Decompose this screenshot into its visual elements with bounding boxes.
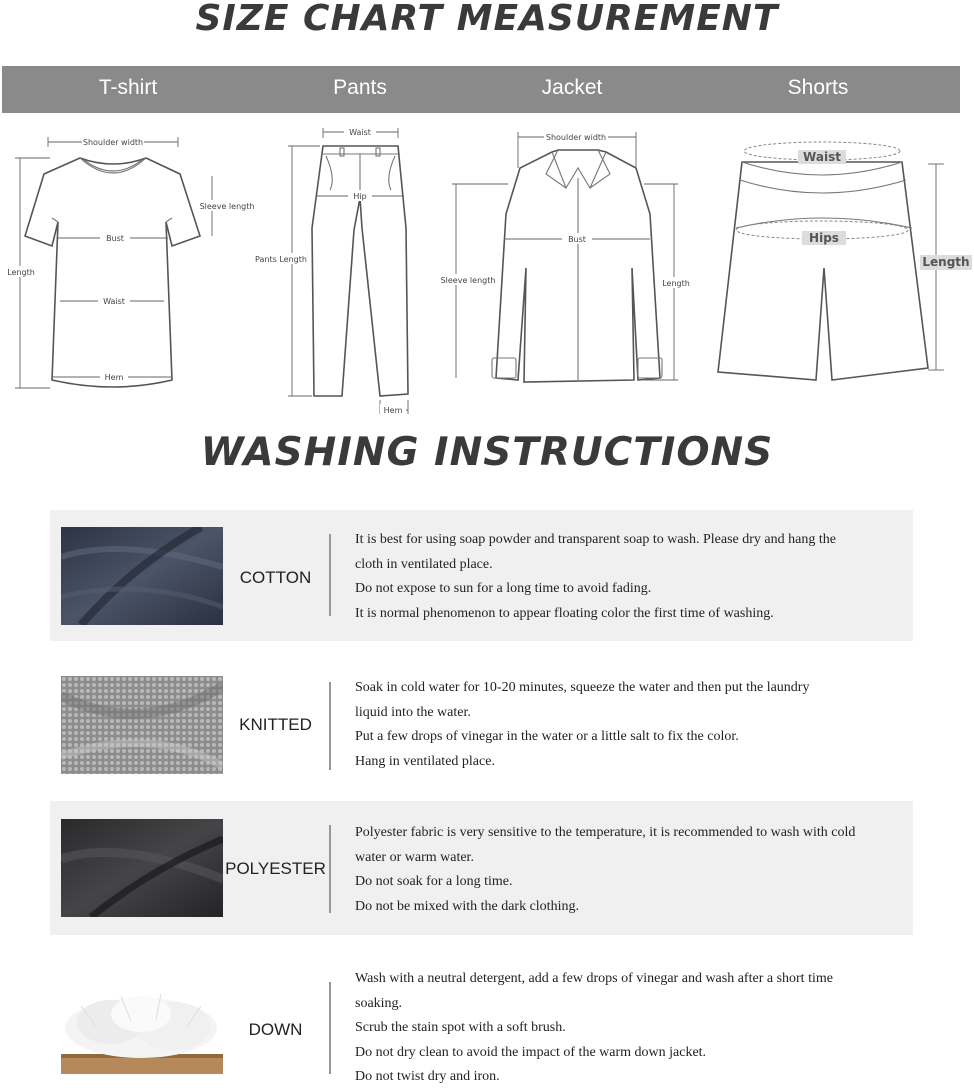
size-chart-title: SIZE CHART MEASUREMENT: [195, 0, 779, 39]
tshirt-sleeve-label: Sleeve length: [199, 202, 255, 211]
tshirt-diagram: [0, 118, 260, 408]
pants-diagram: [250, 118, 430, 418]
fabric-name-polyester: POLYESTER: [225, 859, 326, 878]
pants-length-label: Pants Length: [255, 255, 307, 264]
fabric-name-cotton: COTTON: [239, 568, 312, 587]
instruction-line: Do not dry clean to avoid the impact of the warm down jacket.: [355, 1044, 707, 1060]
row-divider: [329, 982, 331, 1074]
instruction-line: Put a few drops of vinegar in the water or a little salt to fix the color.: [355, 729, 739, 744]
category-header-bar: [2, 66, 960, 113]
wash-row-polyester: [50, 801, 913, 935]
down-instructions: [355, 967, 910, 1090]
polyester-swatch: [61, 819, 223, 917]
jacket-bust-label: Bust: [568, 235, 586, 244]
knitted-swatch: [61, 676, 223, 774]
wash-row-cotton: [50, 510, 913, 641]
jacket-length-label: Length: [662, 279, 690, 288]
instruction-line: water or warm water.: [355, 849, 474, 865]
down-swatch: [61, 976, 223, 1074]
polyester-instructions: [355, 821, 910, 919]
instruction-line: It is normal phenomenon to appear floating color the first time of washing.: [355, 605, 774, 621]
instruction-line: Do not twist dry and iron.: [355, 1069, 500, 1084]
instruction-line: Do not be mixed with the dark clothing.: [355, 898, 579, 914]
row-divider: [329, 825, 331, 913]
category-jacket: Jacket: [541, 76, 603, 99]
knitted-instructions: [355, 676, 910, 774]
wash-row-knitted: [50, 660, 913, 786]
shorts-length-label: Length: [922, 255, 970, 269]
tshirt-length-label: Length: [7, 268, 35, 277]
tshirt-waist-label: Waist: [103, 297, 125, 306]
pants-hem-label: Hem: [383, 406, 403, 415]
instruction-line: soaking.: [355, 995, 403, 1011]
shorts-diagram: [706, 118, 974, 398]
tshirt-shoulder-label: Shoulder width: [82, 138, 144, 147]
pants-waist-label: Waist: [349, 128, 371, 137]
jacket-shoulder-label: Shoulder width: [545, 133, 607, 142]
cotton-instructions: [355, 528, 910, 626]
tshirt-hem-label: Hem: [104, 373, 124, 382]
pants-hip-label: Hip: [353, 192, 367, 201]
fabric-name-knitted: KNITTED: [239, 715, 312, 734]
row-divider: [329, 534, 331, 616]
jacket-diagram: [438, 118, 698, 408]
jacket-sleeve-label: Sleeve length: [440, 276, 496, 285]
category-shorts: Shorts: [787, 76, 849, 99]
category-pants: Pants: [333, 76, 387, 99]
instruction-line: It is best for using soap powder and transparent soap to wash. Please dry and hang the: [355, 532, 836, 547]
instruction-line: Soak in cold water for 10-20 minutes, squeeze the water and then put the laundry: [355, 680, 810, 695]
cotton-swatch: [61, 527, 223, 625]
shorts-hips-label: Hips: [809, 231, 839, 245]
wash-row-down: [50, 958, 913, 1090]
instruction-line: liquid into the water.: [355, 704, 471, 720]
tshirt-bust-label: Bust: [106, 234, 124, 243]
instruction-line: cloth in ventilated place.: [355, 556, 493, 572]
row-divider: [329, 682, 331, 770]
instruction-line: Hang in ventilated place.: [355, 753, 495, 769]
shorts-waist-label: Waist: [803, 150, 841, 164]
fabric-name-down: DOWN: [248, 1020, 303, 1039]
washing-title: WASHING INSTRUCTIONS: [200, 430, 774, 475]
instruction-line: Scrub the stain spot with a soft brush.: [355, 1020, 566, 1035]
category-tshirt: T-shirt: [98, 76, 158, 99]
instruction-line: Wash with a neutral detergent, add a few drops of vinegar and wash after a short time: [355, 971, 833, 986]
instruction-line: Do not expose to sun for a long time to avoid fading.: [355, 581, 652, 596]
instruction-line: Do not soak for a long time.: [355, 874, 513, 889]
instruction-line: Polyester fabric is very sensitive to the temperature, it is recommended to wash with cold: [355, 825, 856, 840]
